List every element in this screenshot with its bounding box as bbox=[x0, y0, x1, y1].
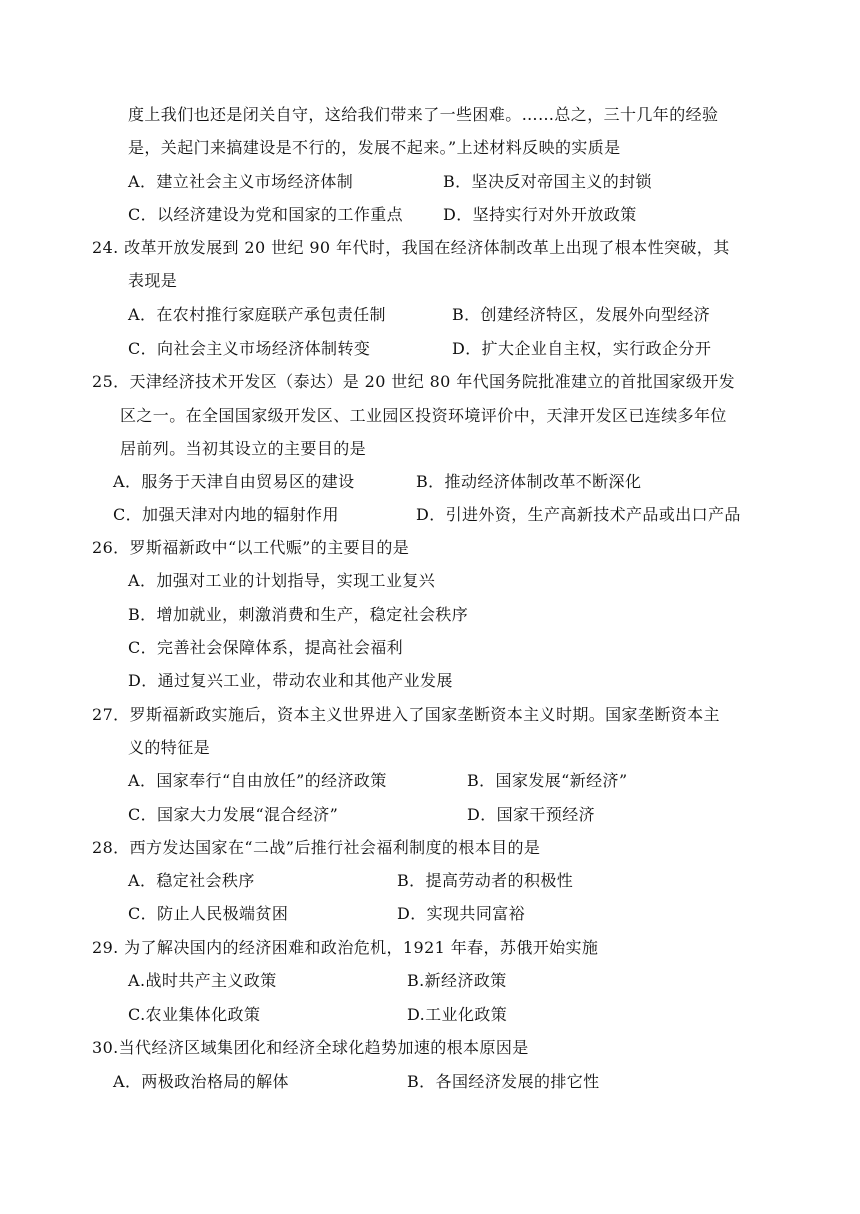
q24-option-a: A．在农村推行家庭联产承包责任制 bbox=[128, 305, 386, 324]
q24-option-b: B．创建经济特区，发展外向型经济 bbox=[452, 305, 711, 324]
q23-option-c: C．以经济建设为党和国家的工作重点 bbox=[128, 205, 404, 224]
q30-option-b: B．各国经济发展的排它性 bbox=[407, 1072, 600, 1091]
q24-stem-line-2: 表现是 bbox=[128, 271, 178, 290]
q26-option-c: C．完善社会保障体系，提高社会福利 bbox=[128, 638, 404, 657]
q23-stem-line-1: 度上我们也还是闭关自守，这给我们带来了一些困难。……总之，三十几年的经验 bbox=[128, 105, 719, 124]
q26-stem-line-1: 26．罗斯福新政中“以工代赈”的主要目的是 bbox=[92, 538, 410, 557]
q27-stem-line-2: 义的特征是 bbox=[128, 738, 211, 757]
q24-stem-line-1: 24. 改革开放发展到 20 世纪 90 年代时，我国在经济体制改革上出现了根本性突破，其 bbox=[92, 238, 730, 257]
q28-option-a: A．稳定社会秩序 bbox=[128, 871, 255, 890]
q25-option-d: D．引进外资，生产高新技术产品或出口产品 bbox=[416, 505, 741, 524]
q27-option-b: B．国家发展“新经济” bbox=[467, 771, 628, 790]
q29-stem-line-1: 29. 为了解决国内的经济困难和政治危机，1921 年春，苏俄开始实施 bbox=[92, 938, 599, 957]
q28-option-c: C．防止人民极端贫困 bbox=[128, 904, 289, 923]
q25-stem-line-3: 居前列。当初其设立的主要目的是 bbox=[120, 439, 367, 458]
q30-option-a: A．两极政治格局的解体 bbox=[113, 1072, 289, 1091]
q26-option-d: D．通过复兴工业，带动农业和其他产业发展 bbox=[128, 671, 453, 690]
q26-option-b: B．增加就业，刺激消费和生产，稳定社会秩序 bbox=[128, 605, 469, 624]
q27-option-a: A．国家奉行“自由放任”的经济政策 bbox=[128, 771, 387, 790]
q25-stem-line-2: 区之一。在全国国家级开发区、工业园区投资环境评价中，天津开发区已连续多年位 bbox=[120, 406, 727, 425]
q27-option-d: D．国家干预经济 bbox=[467, 805, 596, 824]
q23-option-b: B．坚决反对帝国主义的封锁 bbox=[443, 172, 652, 191]
q25-stem-line-1: 25．天津经济技术开发区（泰达）是 20 世纪 80 年代国务院批准建立的首批国家级开发 bbox=[92, 372, 736, 391]
q24-option-c: C．向社会主义市场经济体制转变 bbox=[128, 339, 371, 358]
q28-option-b: B．提高劳动者的积极性 bbox=[397, 871, 574, 890]
q23-stem-line-2: 是，关起门来搞建设是不行的，发展不起来。”上述材料反映的实质是 bbox=[128, 138, 621, 157]
q25-option-b: B．推动经济体制改革不断深化 bbox=[416, 472, 642, 491]
q28-stem-line-1: 28．西方发达国家在“二战”后推行社会福利制度的根本目的是 bbox=[92, 838, 541, 857]
q28-option-d: D．实现共同富裕 bbox=[397, 904, 526, 923]
q29-option-b: B.新经济政策 bbox=[407, 971, 507, 990]
q25-option-a: A．服务于天津自由贸易区的建设 bbox=[113, 472, 355, 491]
q23-option-d: D．坚持实行对外开放政策 bbox=[443, 205, 637, 224]
q27-stem-line-1: 27．罗斯福新政实施后，资本主义世界进入了国家垄断资本主义时期。国家垄断资本主 bbox=[92, 705, 720, 724]
q26-option-a: A．加强对工业的计划指导，实现工业复兴 bbox=[128, 571, 436, 590]
q25-option-c: C．加强天津对内地的辐射作用 bbox=[113, 505, 339, 524]
q29-option-a: A.战时共产主义政策 bbox=[128, 971, 277, 990]
q24-option-d: D．扩大企业自主权，实行政企分开 bbox=[452, 339, 712, 358]
q29-option-d: D.工业化政策 bbox=[407, 1005, 508, 1024]
q27-option-c: C．国家大力发展“混合经济” bbox=[128, 805, 339, 824]
q30-stem-line-1: 30.当代经济区域集团化和经济全球化趋势加速的根本原因是 bbox=[92, 1038, 529, 1057]
q29-option-c: C.农业集体化政策 bbox=[128, 1005, 261, 1024]
q23-option-a: A．建立社会主义市场经济体制 bbox=[128, 172, 354, 191]
